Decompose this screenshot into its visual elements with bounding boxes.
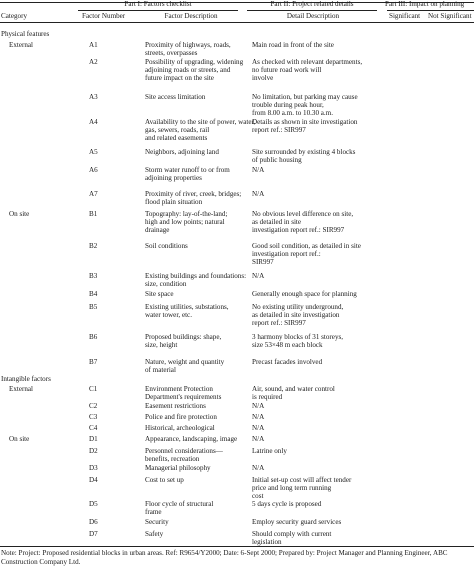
factor-number: D6 bbox=[89, 518, 98, 526]
detail-description-line: investigation report ref.: SIR997 bbox=[252, 226, 345, 235]
factor-description-line: and related easements bbox=[145, 134, 208, 143]
detail-description-line: investigation report ref.: bbox=[252, 250, 321, 259]
subcategory-label: On site bbox=[9, 210, 30, 218]
factor-number: B2 bbox=[89, 242, 98, 250]
factor-description-line: Neighbors, adjoining land bbox=[145, 148, 219, 156]
factor-description-line: of material bbox=[145, 366, 176, 375]
detail-description-line: Latrine only bbox=[252, 447, 287, 455]
factor-description-line: size, condition bbox=[145, 280, 187, 289]
factor-number: C3 bbox=[89, 413, 98, 421]
factor-description-line: Floor cycle of structural bbox=[145, 500, 214, 508]
factor-number: D1 bbox=[89, 435, 98, 443]
detail-description-line: report ref.: SIR997 bbox=[252, 126, 306, 135]
factor-number: D7 bbox=[89, 530, 98, 538]
detail-description-line: from 8.00 a.m. to 10.30 a.m. bbox=[252, 109, 333, 118]
factor-description-line: Possibility of upgrading, widening bbox=[145, 58, 244, 66]
detail-description-line: of public housing bbox=[252, 156, 302, 165]
factor-number: D2 bbox=[89, 447, 98, 455]
detail-description-line: Generally enough space for planning bbox=[252, 290, 357, 298]
factor-number: A6 bbox=[89, 166, 98, 174]
detail-description-line: report ref.: SIR997 bbox=[252, 319, 306, 328]
detail-description-line: As checked with relevant departments, bbox=[252, 58, 363, 66]
table-note: Note: Project: Proposed residential blocks in urban areas. Ref: R9654/Y2000; Date: 6-Sept 2000; Prepared by: Project Manager and Planning Engineer, ABC Construction Company Ltd. bbox=[1, 549, 448, 566]
factor-number: A7 bbox=[89, 190, 98, 198]
detail-description-line: Initial set-up cost will affect tender bbox=[252, 476, 352, 484]
detail-description-line: N/A bbox=[252, 413, 265, 421]
factor-description-line: Safety bbox=[145, 530, 164, 538]
factor-description-line: Proposed buildings: shape, bbox=[145, 333, 222, 341]
part1-heading: Part I: Factors checklist bbox=[124, 0, 192, 8]
detail-description-line: Should comply with current bbox=[252, 530, 332, 538]
not-significant-heading: Not Significant bbox=[428, 12, 472, 20]
factor-description-line: Nature, weight and quantity bbox=[145, 358, 225, 366]
factor-number: D4 bbox=[89, 476, 98, 484]
detail-description-line: trouble during peak hour, bbox=[252, 101, 324, 110]
detail-description-heading: Detail Description bbox=[286, 12, 340, 20]
detail-description-line: no future road work will bbox=[252, 66, 322, 75]
detail-description-line: N/A bbox=[252, 166, 265, 174]
factor-description-line: Proximity of highways, roads, bbox=[145, 41, 231, 49]
factor-number: A4 bbox=[89, 118, 98, 126]
factor-description-line: Personnel considerations— bbox=[145, 447, 223, 455]
factor-number: B6 bbox=[89, 333, 98, 341]
detail-description-line: as detailed in site bbox=[252, 218, 302, 227]
detail-description-line: Site surrounded by existing 4 blocks bbox=[252, 148, 356, 156]
factor-description-line: Existing utilities, substations, bbox=[145, 303, 229, 311]
subcategory-label: External bbox=[9, 385, 34, 393]
factor-description-line: Department's requirements bbox=[145, 393, 222, 402]
factor-description-line: Existing buildings and foundations: bbox=[145, 272, 247, 280]
detail-description-line: N/A bbox=[252, 424, 265, 432]
factor-description-line: Managerial philosophy bbox=[145, 464, 211, 472]
detail-description-line: N/A bbox=[252, 402, 265, 410]
detail-description-line: size 53×48 m each block bbox=[252, 341, 323, 350]
part3-heading: Part III: Impact on planning bbox=[385, 0, 465, 8]
factor-number: B3 bbox=[89, 272, 98, 280]
factor-description-line: Environment Protection bbox=[145, 385, 213, 393]
factor-number: B4 bbox=[89, 290, 98, 298]
detail-description-line: Main road in front of the site bbox=[252, 41, 334, 49]
factor-description-line: frame bbox=[145, 508, 162, 517]
factor-description-line: flood plain situation bbox=[145, 198, 203, 207]
factor-description-line: Security bbox=[145, 518, 169, 526]
detail-description-line: N/A bbox=[252, 272, 265, 280]
detail-description-line: No limitation, but parking may cause bbox=[252, 93, 358, 101]
detail-description-line: cost bbox=[252, 492, 264, 501]
significant-heading: Significant bbox=[389, 12, 421, 20]
subcategory-label: On site bbox=[9, 435, 30, 443]
factor-description-line: Site access limitation bbox=[145, 93, 206, 101]
factor-description-line: Cost to set up bbox=[145, 476, 184, 484]
factor-number: A5 bbox=[89, 148, 98, 156]
factor-number: A2 bbox=[89, 58, 98, 66]
factor-description-line: Proximity of river, creek, bridges; bbox=[145, 190, 242, 198]
factor-description-line: adjoining properties bbox=[145, 174, 202, 183]
category-heading: Category bbox=[1, 12, 28, 20]
factor-number: A1 bbox=[89, 41, 98, 49]
detail-description-line: involve bbox=[252, 74, 274, 83]
category-label: Intangible factors bbox=[1, 375, 51, 383]
detail-description-line: is required bbox=[252, 393, 283, 402]
detail-description-line: SIR997 bbox=[252, 258, 274, 267]
category-label: Physical features bbox=[1, 30, 50, 38]
detail-description-line: 5 days cycle is proposed bbox=[252, 500, 322, 508]
detail-description-line: Good soil condition, as detailed in site bbox=[252, 242, 361, 250]
detail-description-line: Details as shown in site investigation bbox=[252, 118, 358, 126]
detail-description-line: No existing utility underground, bbox=[252, 303, 344, 311]
factor-description-line: Availability to the site of power, water, bbox=[145, 118, 256, 126]
detail-description-line: N/A bbox=[252, 464, 265, 472]
factor-description-line: future impact on the site bbox=[145, 74, 214, 83]
factor-description-line: Topography: lay-of-the-land; bbox=[145, 210, 228, 218]
factor-number-heading: Factor Number bbox=[82, 12, 126, 20]
factor-number: C4 bbox=[89, 424, 98, 432]
detail-description-line: legislation bbox=[252, 538, 282, 547]
detail-description-line: price and long term running bbox=[252, 484, 332, 493]
factor-number: D3 bbox=[89, 464, 98, 472]
factor-description-line: Storm water runoff to or from bbox=[145, 166, 230, 174]
detail-description-line: N/A bbox=[252, 190, 265, 198]
factor-number: C1 bbox=[89, 385, 98, 393]
factor-description-line: benefits, recreation bbox=[145, 455, 200, 464]
factor-description-line: size, height bbox=[145, 341, 178, 350]
factor-description-line: streets, overpasses bbox=[145, 49, 198, 58]
factor-description-line: high and low points; natural bbox=[145, 218, 225, 227]
part2-heading: Part II: Project related details bbox=[270, 0, 354, 8]
detail-description-line: N/A bbox=[252, 435, 265, 443]
factor-description-line: Soil conditions bbox=[145, 242, 188, 250]
subcategory-label: External bbox=[9, 41, 34, 49]
detail-description-line: 3 harmony blocks of 31 storeys, bbox=[252, 333, 344, 341]
factor-number: A3 bbox=[89, 93, 98, 101]
detail-description-line: as detailed in site investigation bbox=[252, 311, 340, 320]
factor-description-line: adjoining roads or streets, and bbox=[145, 66, 231, 75]
factor-description-line: water tower, etc. bbox=[145, 311, 192, 320]
factor-description-heading: Factor Description bbox=[164, 12, 218, 20]
factor-number: C2 bbox=[89, 402, 98, 410]
factor-description-line: Police and fire protection bbox=[145, 413, 217, 421]
factor-number: B1 bbox=[89, 210, 98, 218]
factor-description-line: drainage bbox=[145, 226, 170, 235]
factor-description-line: Historical, archeological bbox=[145, 424, 215, 432]
factor-description-line: Easement restrictions bbox=[145, 402, 206, 410]
factor-description-line: Appearance, landscaping, image bbox=[145, 435, 238, 443]
detail-description-line: Employ security guard services bbox=[252, 518, 342, 526]
detail-description-line: Precast facades involved bbox=[252, 358, 323, 366]
factor-number: B5 bbox=[89, 303, 98, 311]
detail-description-line: Air, sound, and water control bbox=[252, 385, 335, 393]
factor-description-line: Site space bbox=[145, 290, 174, 298]
factor-description-line: gas, sewers, roads, rail bbox=[145, 126, 210, 135]
factor-number: B7 bbox=[89, 358, 98, 366]
factor-number: D5 bbox=[89, 500, 98, 508]
detail-description-line: No obvious level difference on site, bbox=[252, 210, 354, 218]
